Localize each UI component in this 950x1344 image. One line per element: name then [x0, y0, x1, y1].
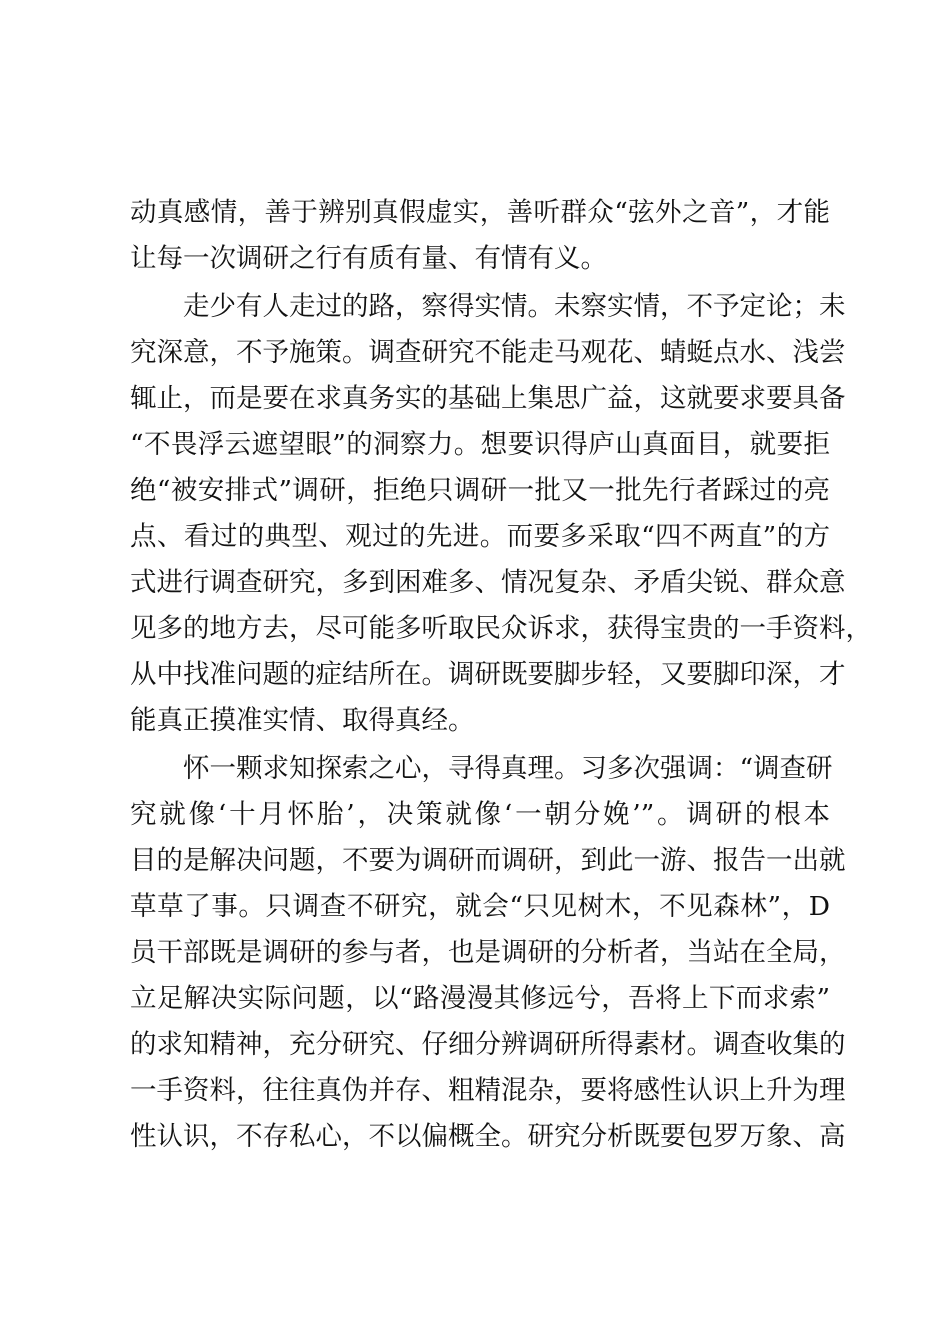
text-line: 从中找准问题的症结所在。调研既要脚步轻，又要脚印深，才: [130, 659, 846, 690]
text-line: 员干部既是调研的参与者，也是调研的分析者，当站在全局，: [130, 937, 846, 968]
paragraph-1: [130, 190, 830, 282]
text-line: 草草了事。只调查不研究，就会“只见树木，不见森林”，D: [130, 891, 830, 922]
text-line: 的求知精神，充分研究、仔细分辨调研所得素材。调查收集的: [130, 1029, 846, 1060]
text-line: 走少有人走过的路，察得实情。未察实情，不予定论；未: [183, 291, 846, 322]
text-line: 绝“被安排式”调研，拒绝只调研一批又一批先行者踩过的亮: [130, 475, 830, 506]
text-line: 点、看过的典型、观过的先进。而要多采取“四不两直”的方: [130, 521, 830, 552]
text-line: 动真感情，善于辨别真假虚实，善听群众“弦外之音”，才能: [130, 197, 830, 228]
text-line: 让每一次调研之行有质有量、有情有义。: [130, 243, 607, 274]
text-line: 一手资料，往往真伪并存、粗精混杂，要将感性认识上升为理: [130, 1075, 846, 1106]
paragraph-2: [130, 284, 872, 744]
text-line: 性认识，不存私心，不以偏概全。研究分析既要包罗万象、高: [130, 1121, 846, 1152]
paragraph-3: [130, 746, 846, 1160]
text-line: 见多的地方去，尽可能多听取民众诉求，获得宝贵的一手资料，: [130, 613, 872, 644]
body-text: [130, 190, 872, 1160]
text-line: 立足解决实际问题，以“路漫漫其修远兮，吾将上下而求索”: [130, 983, 830, 1014]
text-line: 目的是解决问题，不要为调研而调研，到此一游、报告一出就: [130, 845, 846, 876]
text-line: 式进行调查研究，多到困难多、情况复杂、矛盾尖锐、群众意: [130, 567, 846, 598]
text-line: 怀一颗求知探索之心，寻得真理。习多次强调：“调查研: [183, 753, 833, 784]
text-line: 能真正摸准实情、取得真经。: [130, 705, 475, 736]
text-line: 辄止，而是要在求真务实的基础上集思广益，这就要求要具备: [130, 383, 846, 414]
text-line: 究深意，不予施策。调查研究不能走马观花、蜻蜓点水、浅尝: [130, 337, 846, 368]
text-line: “不畏浮云遮望眼”的洞察力。想要识得庐山真面目，就要拒: [130, 429, 830, 460]
text-line: 究就像‘十月怀胎’，决策就像‘一朝分娩’”。调研的根本: [130, 799, 830, 830]
